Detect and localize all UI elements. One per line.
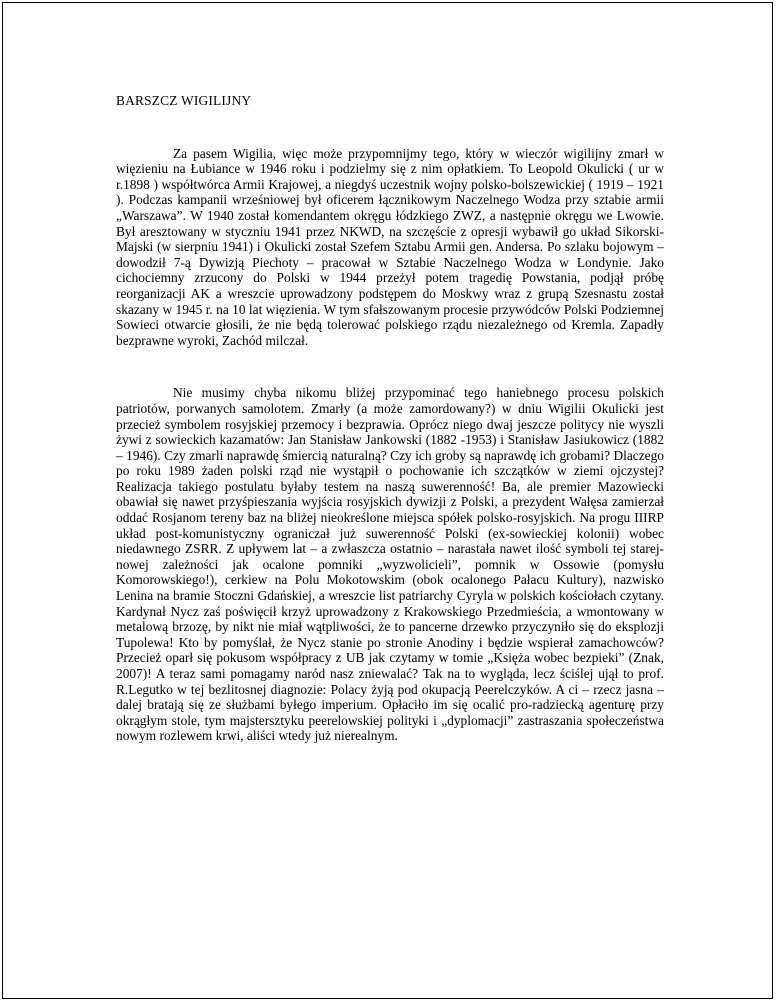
paragraph-2: Nie musimy chyba nikomu bliżej przypominać tego haniebnego procesu polskich patriotów, porwanych samolotem. Zmarły (a może zamordowany?) w dniu Wigilii Okulicki jest przecież symbolem rosyjskiej przemocy i bezprawia. Oprócz niego dwaj jeszcze politycy nie wyszli żywi z sowieckich kazamatów: Jan Stanisław Jankowski (1882 -1953) i Stanisław Jasiukowicz (1882 – 1946). Czy zmarli naprawdę śmiercią naturalną? Czy ich groby są naprawdę ich grobami? Dlaczego po roku 1989 żaden polski rząd nie wystąpił o pochowanie ich szczątków w ziemi ojczystej? Realizacja takiego postulatu byłaby testem na naszą suwerenność! Ba, ale premier Mazowiecki obawiał się nawet przyśpieszania wyjścia rosyjskich dywizji z Polski, a prezydent Wałęsa zamierzał oddać Rosjanom tereny baz na bliżej nieokreślone miejsca spółek polsko-rosyjskich. Na progu IIIRP układ post-komunistyczny ograniczał już suwerenność Polski (ex-sowieckiej kolonii) wobec niedawnego ZSRR. Z upływem lat – a zwłaszcza ostatnio – narastała nawet ilość symboli tej starej-nowej zależności jak ocalone pomniki „wyzwolicieli”, pomnik w Ossowie (pomysłu Komorowskiego!), cerkiew na Polu Mokotowskim (obok ocalonego Pałacu Kultury), nazwisko Lenina na bramie Stoczni Gdańskiej, a wreszcie list patriarchy Cyryla w polskich kościołach czytany. Kardynał Nycz zaś poświęcił krzyż uprowadzony z Krakowskiego Przedmieścia, a wmontowany w metalową brzozę, by nikt nie miał wątpliwości, że to pancerne drzewko przyczyniło się do eksplozji Tupolewa! Kto by pomyślał, że Nycz stanie po stronie Anodiny i będzie wspierał zamachowców? Przecież oparł się pokusom współpracy z UB jak czytamy w tomie „Księża wobec bezpieki” (Znak, 2007)! A teraz sami pomagamy naród nasz zniewalać? Tak na to wygląda, lecz ściślej ujął to prof. R.Legutko w tej bezlitosnej diagnozie: Polacy żyją pod okupacją Peerelczyków. A ci – rzecz jasna – dalej bratają się ze służbami byłego imperium. Opłaciło im się ocalić pro-radziecką agenturę przy okrągłym stole, tym majstersztyku peerelowskiej polityki i „dyplomacji” zastraszania społeczeństwa nowym rozlewem krwi, aliści wtedy już nierealnym. [116, 385, 664, 744]
paragraph-1: Za pasem Wigilia, więc może przypomnijmy tego, który w wieczór wigilijny zmarł w więzieniu na Łubiance w 1946 roku i podzielmy się z nim opłatkiem. To Leopold Okulicki ( ur w r.1898 ) współtwórca Armii Krajowej, a niegdyś uczestnik wojny polsko-bolszewickiej ( 1919 – 1921 ). Podczas kampanii wrześniowej był oficerem łącznikowym Naczelnego Wodza przy sztabie armii „Warszawa”. W 1940 został komendantem okręgu łódzkiego ZWZ, a następnie okręgu we Lwowie. Był aresztowany w styczniu 1941 przez NKWD, na szczęście z opresji wybawił go układ Sikorski-Majski (w sierpniu 1941) i Okulicki został Szefem Sztabu Armii gen. Andersa. Po szlaku bojowym – dowodził 7-ą Dywizją Piechoty – pracował w Sztabie Naczelnego Wodza w Londynie. Jako cichociemny zrzucony do Polski w 1944 przeżył potem tragedię Powstania, podjął próbę reorganizacji AK a wreszcie uprowadzony podstępem do Moskwy wraz z grupą Szesnastu został skazany w 1945 r. na 10 lat więzienia. W tym sfałszowanym procesie przywódców Polski Podziemnej Sowieci otwarcie głosili, że nie będą tolerować polskiego rządu niezależnego od Kremla. Zapadły bezprawne wyroki, Zachód milczał. [116, 145, 664, 348]
paragraph-spacer [116, 348, 664, 385]
document-title: BARSZCZ WIGILIJNY [116, 93, 252, 108]
document-page [2, 2, 773, 999]
document-body [116, 93, 664, 744]
